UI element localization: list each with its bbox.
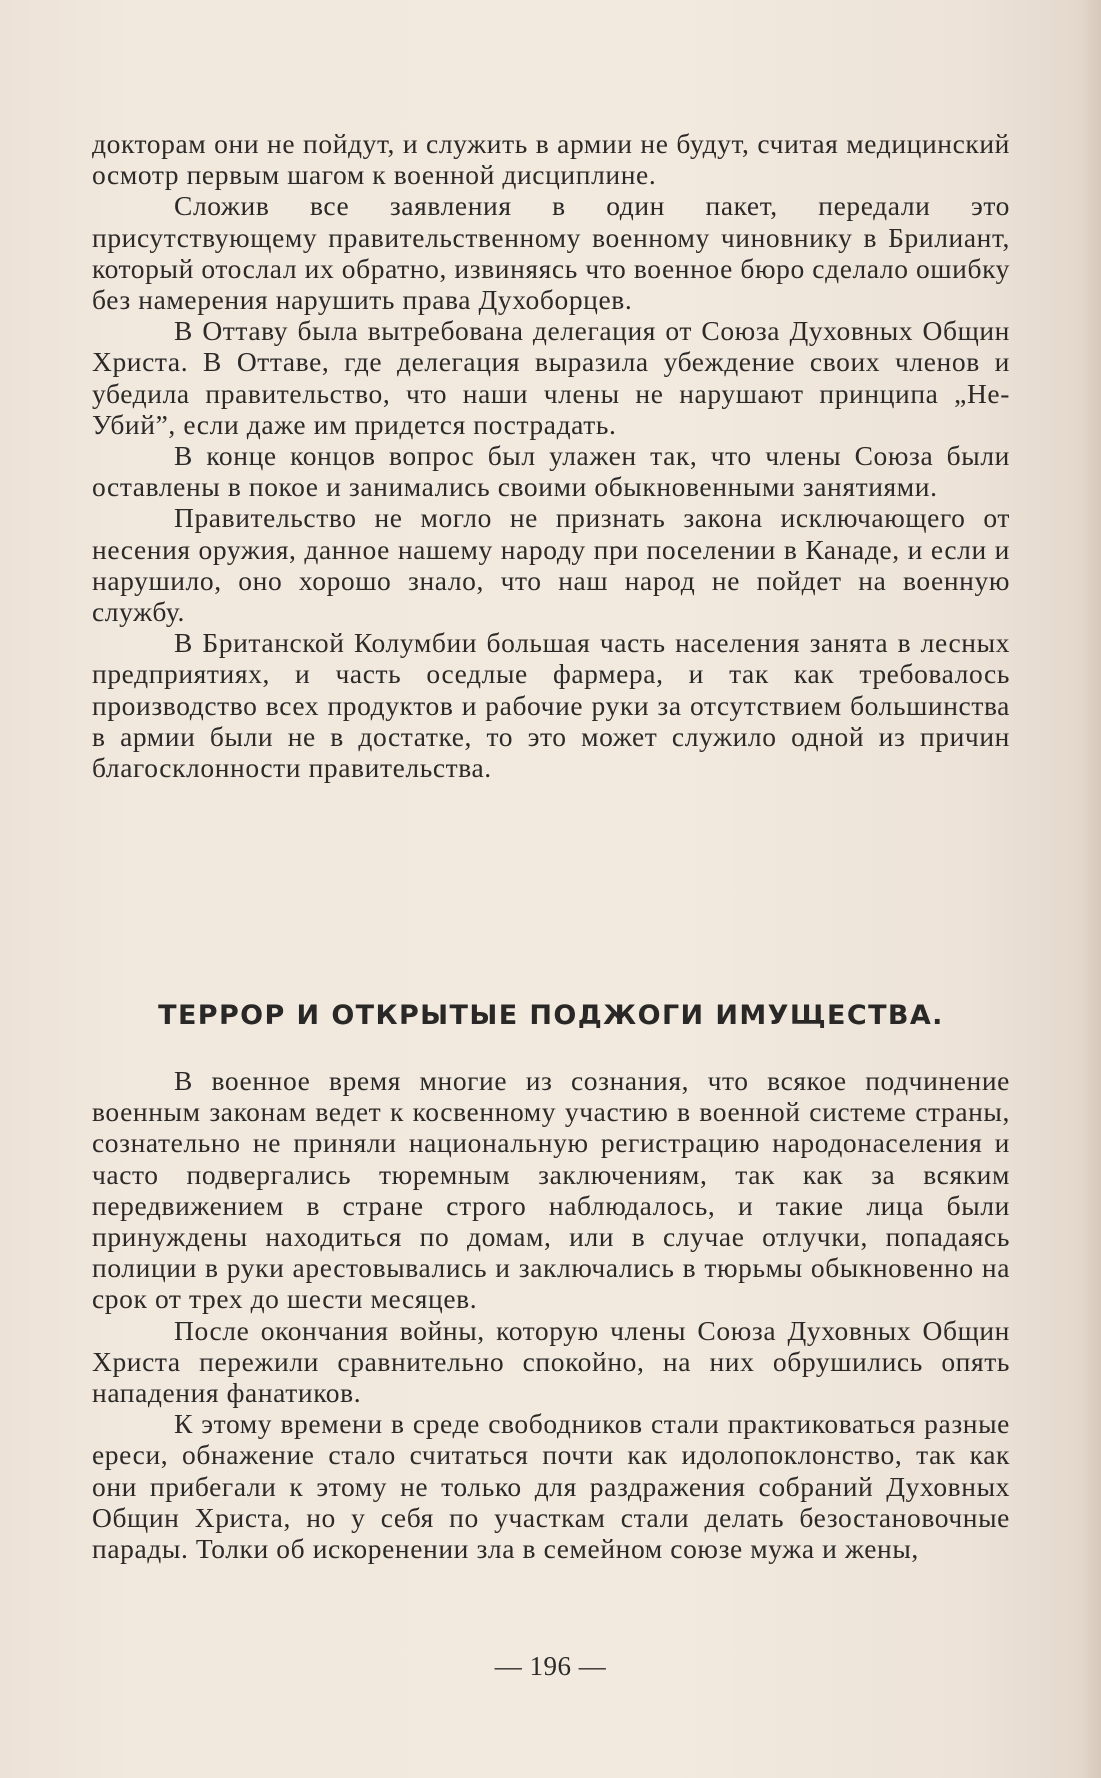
- bottom-text-section: [92, 1065, 1010, 1564]
- paragraph: В конце концов вопрос был улажен так, что члены Союза были оставлены в покое и занимались своими обыкновенными занятиями.: [92, 440, 1010, 503]
- paragraph: докторам они не пойдут, и служить в армии не будут, считая медицинский осмотр первым шагом к военной дисциплине.: [92, 128, 1010, 191]
- section-heading: ТЕРРОР И ОТКРЫТЫЕ ПОДЖОГИ ИМУЩЕСТВА.: [158, 1000, 944, 1031]
- paragraph: Сложив все заявления в один пакет, передали это присутствующему правительственному военному чиновнику в Брилиант, который отослал их обратно, извиняясь что военное бюро сделало ошибку без намерения нарушить права Духоборцев.: [92, 190, 1010, 316]
- page-number: — 196 —: [494, 1651, 607, 1681]
- paragraph: К этому времени в среде свободников стали практиковаться разные ереси, обнажение стало считаться почти как идолопоклонство, так как они прибегали к этому не только для раздражения собраний Духовных Общин Христа, но у себя по участкам стали делать безостановочные парады. Толки об искоренении зла в семейном союзе мужа и жены,: [92, 1408, 1010, 1565]
- paragraph: Правительство не могло не признать закона исключающего от несения оружия, данное нашему народу при поселении в Канаде, и если и нарушило, оно хорошо знало, что наш народ не пойдет на военную службу.: [92, 502, 1010, 628]
- paragraph: В Британской Колумбии большая часть населения занята в лесных предприятиях, и часть оседлые фармера, и так как требовалось производство всех продуктов и рабочие руки за отсутствием большинства в армии были не в достатке, то это может служило одной из причин благосклонности правительства.: [92, 627, 1010, 784]
- paragraph: В военное время многие из сознания, что всякое подчинение военным законам ведет к косвенному участию в военной системе страны, сознательно не приняли национальную регистрацию народонаселения и часто подвергались тюремным заключениям, так как за всяким передвижением в стране строго наблюдалось, и такие лица были принуждены находиться по домам, или в случае отлучки, попадаясь полиции в руки арестовывались и заключались в тюрьмы обыкновенно на срок от трех до шести месяцев.: [92, 1065, 1010, 1315]
- top-text-section: [92, 128, 1010, 783]
- paragraph: В Оттаву была вытребована делегация от Союза Духовных Общин Христа. В Оттаве, где делегация выразила убеждение своих членов и убедила правительство, что наши члены не нарушают принципа „Не-Убий”, если даже им придется пострадать.: [92, 315, 1010, 440]
- paragraph: После окончания войны, которую члены Союза Духовных Общин Христа пережили сравнительно спокойно, на них обрушились опять нападения фанатиков.: [92, 1314, 1010, 1409]
